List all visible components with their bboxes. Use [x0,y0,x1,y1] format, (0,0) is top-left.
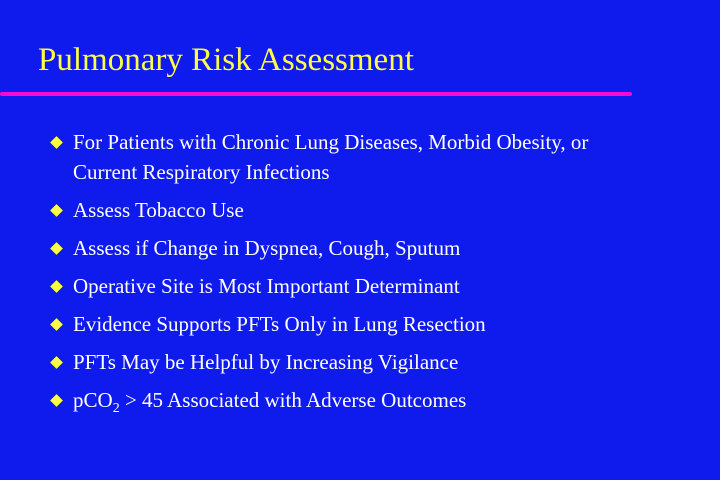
title-divider [0,92,632,96]
bullet-item [51,271,651,301]
bullet-item [51,309,651,339]
bullet-item [51,347,651,377]
diamond-bullet-icon [50,242,63,255]
diamond-bullet-icon [50,356,63,369]
slide-title: Pulmonary Risk Assessment [38,42,414,78]
bullet-list [51,127,651,423]
diamond-bullet-icon [50,136,63,149]
diamond-bullet-icon [50,394,63,407]
bullet-text: Assess if Change in Dyspnea, Cough, Sputum [73,236,461,260]
bullet-item [51,127,651,187]
bullet-item [51,195,651,225]
diamond-bullet-icon [50,318,63,331]
bullet-text: PFTs May be Helpful by Increasing Vigilance [73,350,459,374]
bullet-text: Operative Site is Most Important Determinant [73,274,460,298]
diamond-bullet-icon [50,204,63,217]
bullet-item [51,233,651,263]
diamond-bullet-icon [50,280,63,293]
bullet-text: For Patients with Chronic Lung Diseases, Morbid Obesity, or Current Respiratory Infections [73,130,589,184]
bullet-item [51,385,651,415]
pco2-subscript: 2 [112,401,120,417]
bullet-text: Evidence Supports PFTs Only in Lung Resection [73,312,486,336]
pco2-prefix: pCO [73,388,113,412]
pco2-suffix: > 45 Associated with Adverse Outcomes [119,388,467,412]
bullet-text [73,388,467,417]
bullet-text: Assess Tobacco Use [73,198,244,222]
